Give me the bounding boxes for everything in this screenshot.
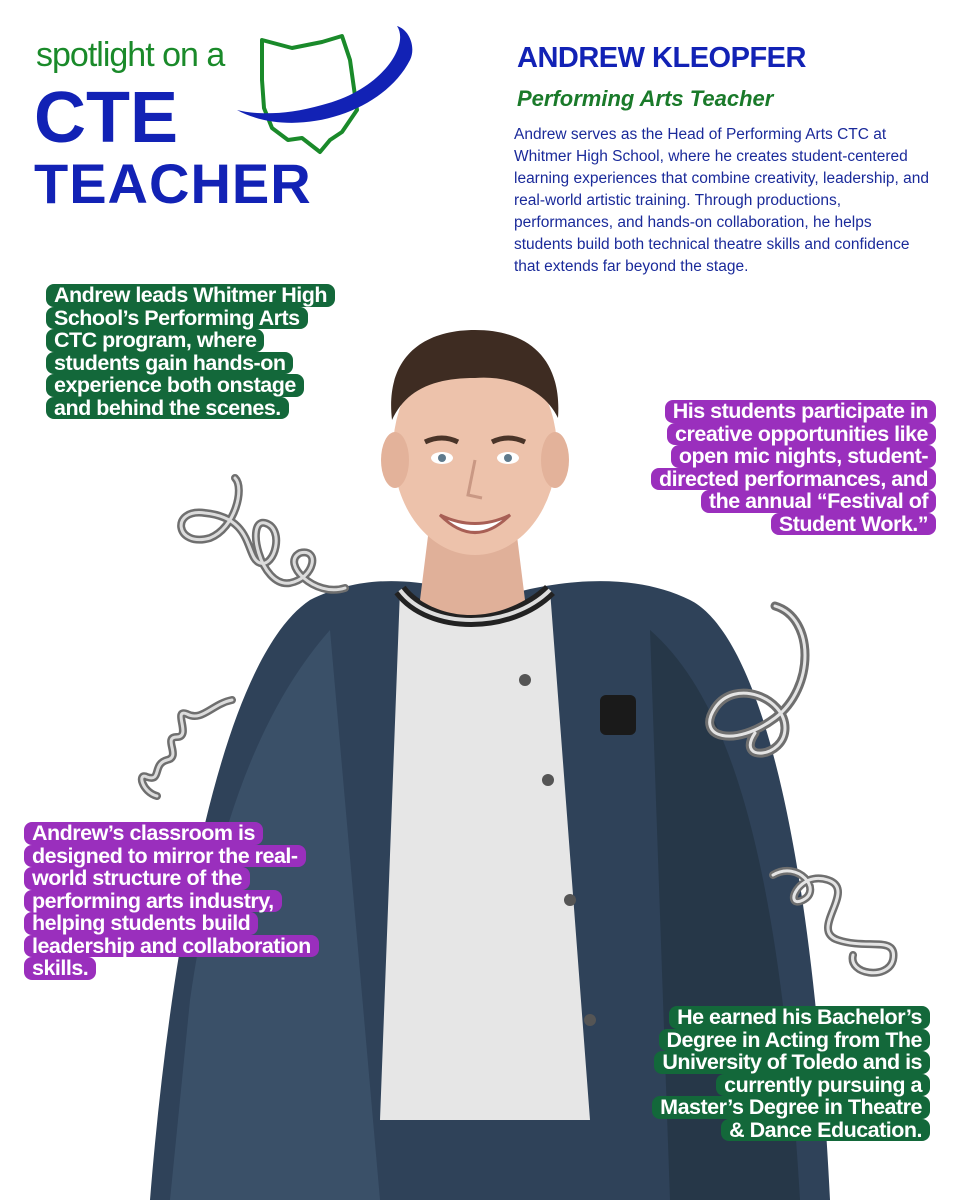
callout-line: and behind the scenes. [46,397,289,420]
callout-line: skills. [24,957,96,980]
cte-heading: CTE [34,78,178,158]
chrome-swirl-icon [695,598,830,768]
callout-line: world structure of the [24,867,250,890]
callout-line: performing arts industry, [24,890,282,913]
callout-line: open mic nights, student- [671,445,936,468]
callout-line: Andrew’s classroom is [24,822,263,845]
callout-line: Andrew leads Whitmer High [46,284,335,307]
teacher-role: Performing Arts Teacher [517,86,774,111]
teacher-bio: Andrew serves as the Head of Performing Arts CTC at Whitmer High School, where he creates student-centered learning experiences that combine creativity, leadership, and real-world artistic training. Through productions, performances, and hands-on collaboration, he helps students build both technical theatre skills and confidence that extends far beyond the stage. [514,126,930,275]
callout-line: CTC program, where [46,329,264,352]
callout-line: the annual “Festival of [701,490,936,513]
callout-line: leadership and collaboration [24,935,319,958]
chrome-swirl-icon [165,468,350,613]
callout-line: helping students build [24,912,258,935]
callout-line: School’s Performing Arts [46,307,308,330]
callout-line: designed to mirror the real- [24,845,306,868]
callout-line: experience both onstage [46,374,304,397]
chrome-swirl-icon [768,860,908,985]
spotlight-label: spotlight on a [36,36,225,74]
callout-line: University of Toledo and is [654,1051,930,1074]
callout-line: & Dance Education. [721,1119,930,1142]
callout-line: students gain hands-on [46,352,293,375]
callout-line: Degree in Acting from The [659,1029,930,1052]
chrome-swirl-icon [132,692,237,802]
ohio-state-outline-icon [232,20,417,155]
callout-line: creative opportunities like [667,423,936,446]
callout-opportunities [651,400,936,535]
teacher-heading: TEACHER [34,152,312,215]
callout-line: He earned his Bachelor’s [669,1006,930,1029]
callout-education [652,1006,930,1141]
callout-line: Student Work.” [771,513,936,536]
callout-line: Master’s Degree in Theatre [652,1096,930,1119]
callout-line: directed performances, and [651,468,936,491]
callout-program [46,284,335,419]
callout-classroom [24,822,319,980]
callout-line: His students participate in [665,400,936,423]
teacher-name: ANDREW KLEOPFER [517,42,806,74]
callout-line: currently pursuing a [716,1074,930,1097]
